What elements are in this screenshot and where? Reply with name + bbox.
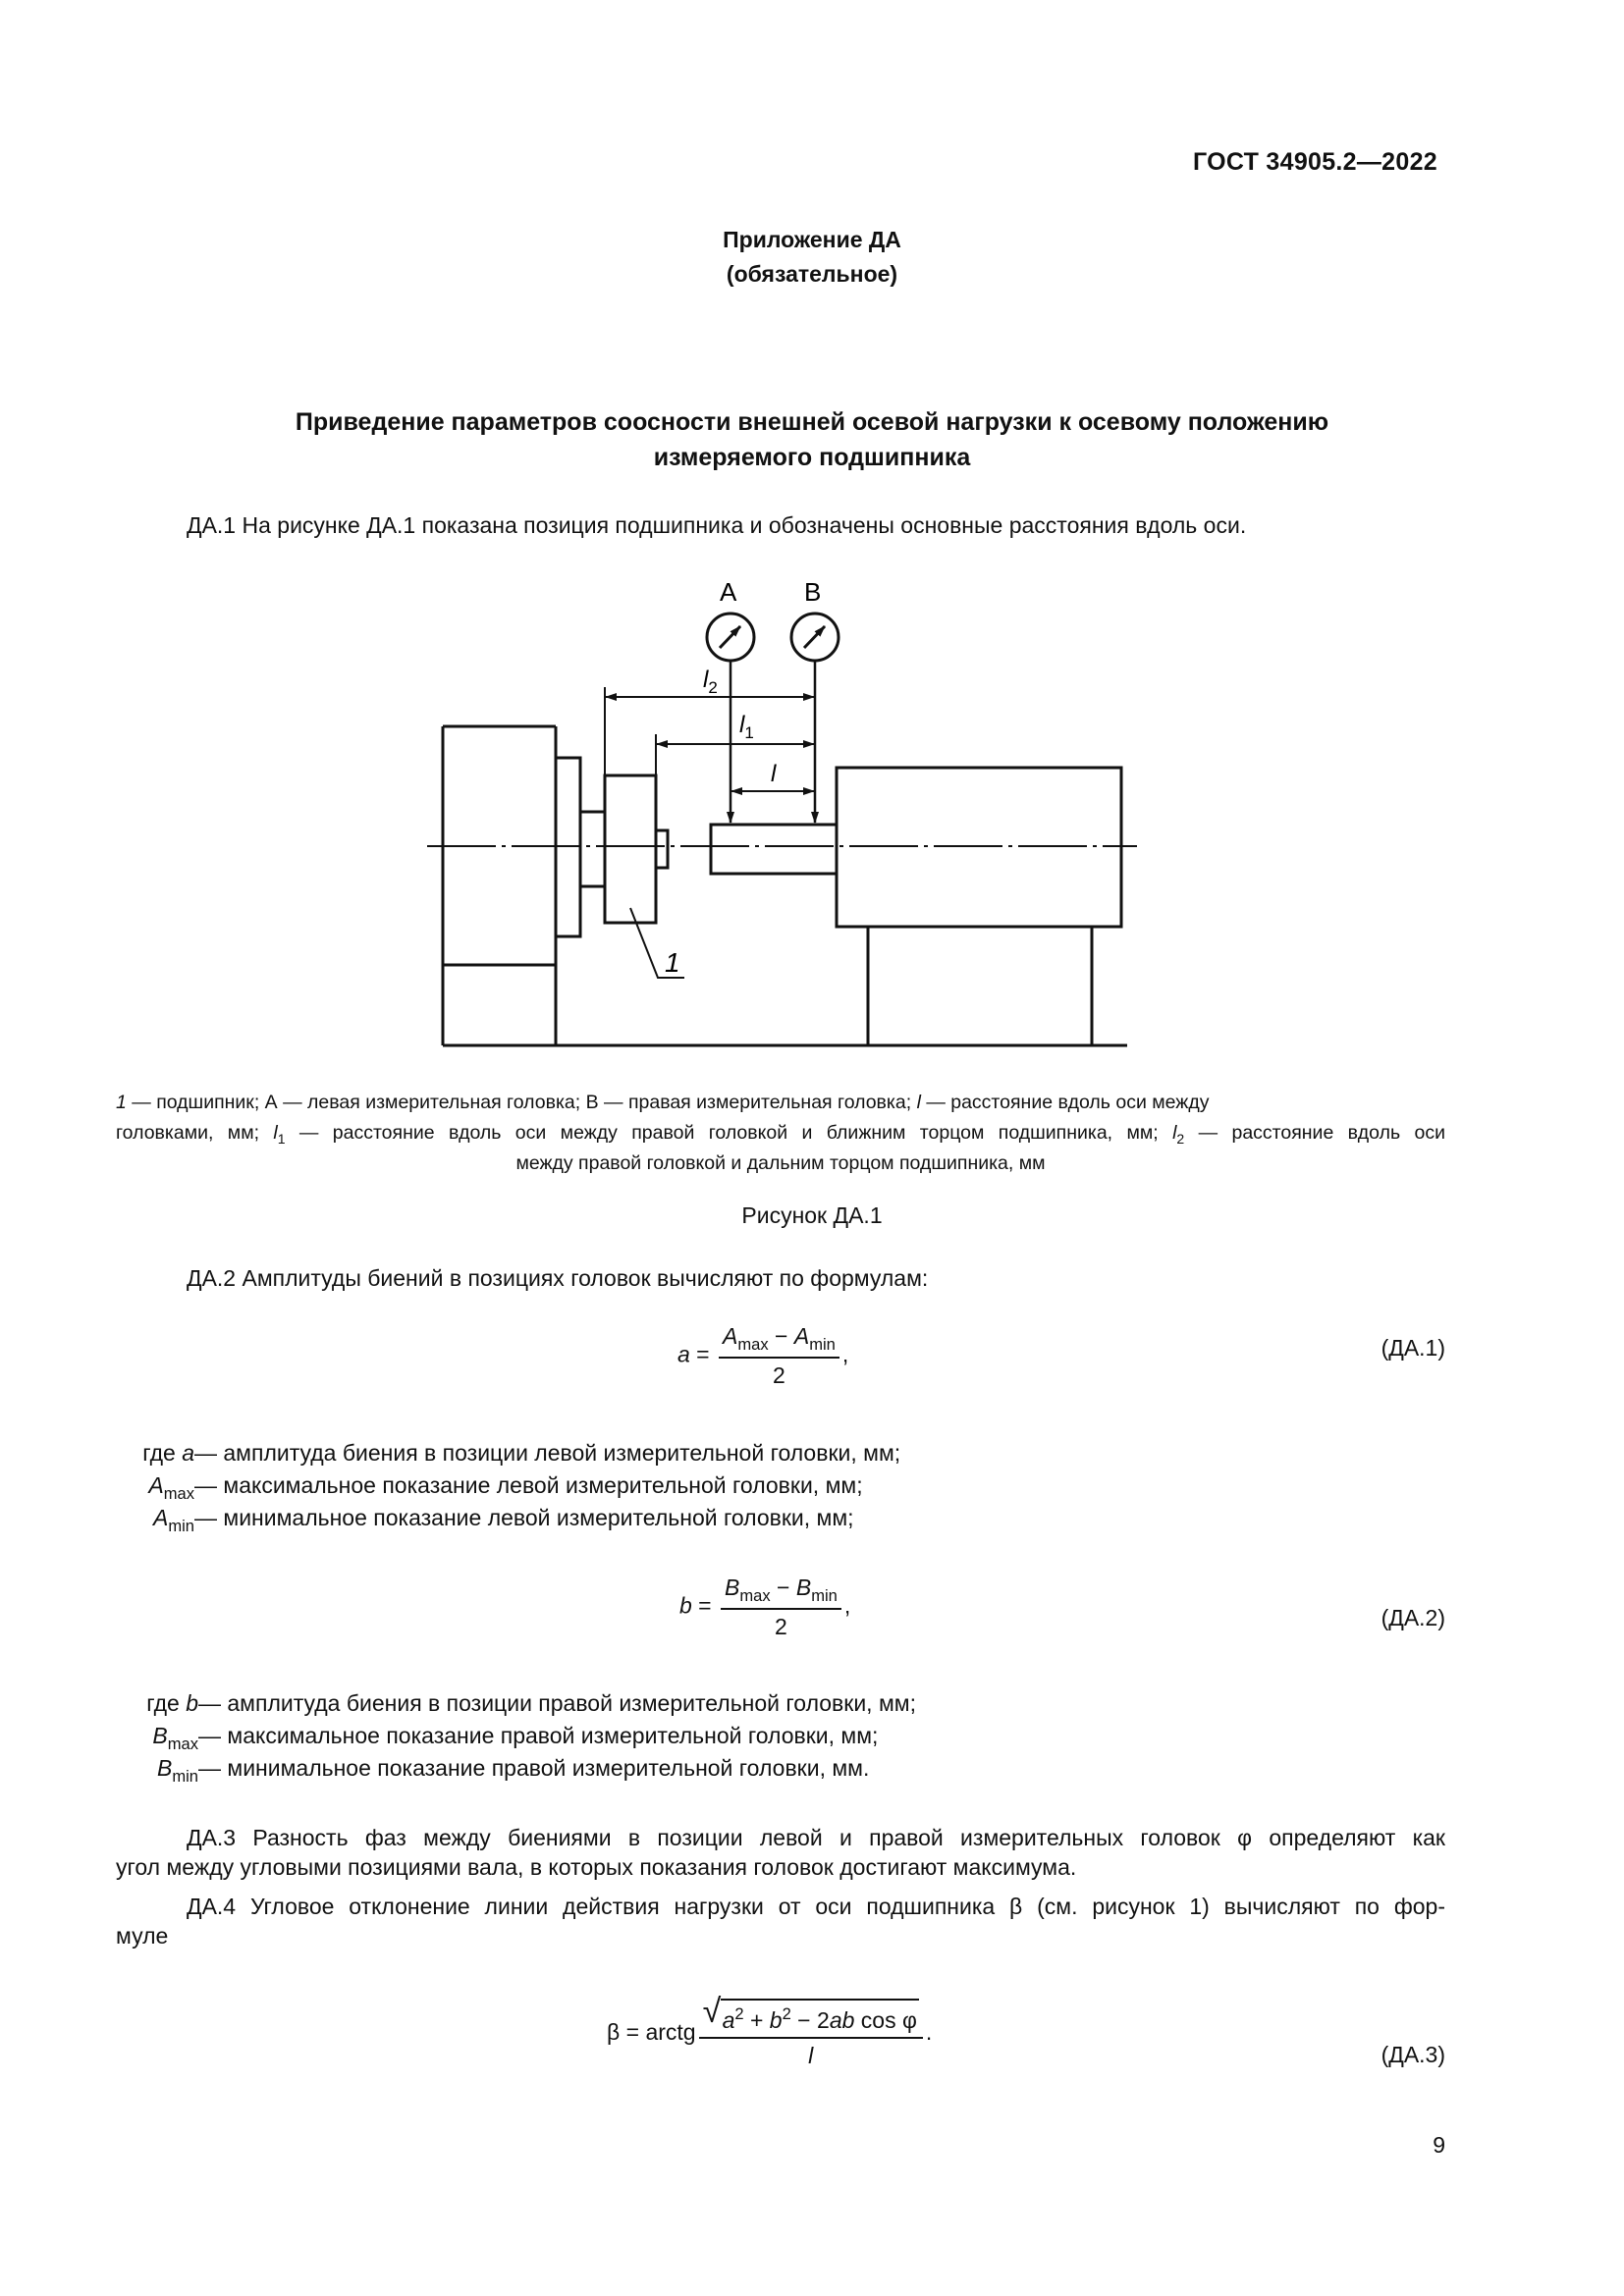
where1-symbol-a: где a — [142, 1440, 194, 1466]
label-gauge-a: А — [720, 577, 737, 607]
equation-da2: b = $\frac{B_{max} - B_{min}}{2}$ , — [679, 1575, 851, 1639]
label-l1: l — [739, 712, 745, 738]
equation-da1: a = $\frac{A_{max} - A_{min}}{2}$ , — [677, 1323, 849, 1388]
label-item-1: 1 — [665, 947, 680, 978]
paragraph-da4-line-2: муле — [116, 1923, 169, 1949]
annex-title: Приложение ДА — [723, 227, 901, 252]
where1-symbol-amax: $A_{max}$ — [148, 1472, 194, 1503]
equation-da3: β = arctg √ $a^2 + b^2 - 2ab$ cos φ l . — [607, 1993, 933, 2069]
section-heading-line-2: измеряемого подшипника — [653, 444, 971, 471]
page-number: 9 — [1433, 2132, 1445, 2158]
svg-text:l2 — [703, 667, 718, 697]
paragraph-da3-line-1: ДА.3 Разность фаз между биениями в позиции левой и правой измерительных головок φ определяют как — [187, 1825, 1445, 1850]
where2-symbol-b: где b — [146, 1690, 198, 1716]
equation-number-da2: (ДА.2) — [1380, 1605, 1445, 1630]
where2-text-bmin: — минимальное показание правой измерительной головки, мм. — [198, 1755, 870, 1781]
label-gauge-b: В — [804, 577, 822, 607]
paragraph-da3-line-2: угол между угловыми позициями вала, в которых показания головок достигают максимума. — [116, 1854, 1077, 1880]
where1-symbol-amin: $A_{min}$ — [152, 1505, 194, 1535]
annex-status: (обязательное) — [726, 261, 898, 287]
figure-caption-line-1: 1 — подшипник; А — левая измерительная головка; В — правая измерительная головка; l — расстояние вдоль оси между — [116, 1092, 1210, 1113]
figure-title: Рисунок ДА.1 — [741, 1202, 883, 1228]
label-l2-sub: 2 — [708, 678, 718, 697]
where2-symbol-bmin: $B_{min}$ — [156, 1755, 198, 1786]
bearing-body — [605, 775, 656, 923]
section-heading-line-1: Приведение параметров соосности внешней осевой нагрузки к осевому положению — [295, 408, 1329, 436]
shaft-hub — [580, 812, 605, 886]
where1-text-amax: — максимальное показание левой измерительной головки, мм; — [194, 1472, 863, 1498]
where1-text-a: — амплитуда биения в позиции левой измерительной головки, мм; — [194, 1440, 901, 1466]
test-shaft — [711, 825, 837, 874]
where2-text-b: — амплитуда биения в позиции правой измерительной головки, мм; — [198, 1690, 916, 1716]
equation-number-da1: (ДА.1) — [1380, 1335, 1445, 1361]
bearing-cap — [656, 830, 668, 868]
paragraph-da1: ДА.1 На рисунке ДА.1 показана позиция подшипника и обозначены основные расстояния вдоль оси. — [187, 512, 1247, 538]
dial-gauge-a — [707, 614, 754, 661]
svg-text:l1 — [739, 712, 754, 742]
paragraph-da2: ДА.2 Амплитуды биений в позициях головок вычисляют по формулам: — [187, 1265, 929, 1291]
dial-gauge-b — [791, 614, 839, 661]
where1-text-amin: — минимальное показание левой измерительной головки, мм; — [194, 1505, 854, 1530]
where2-text-bmax: — максимальное показание правой измерительной головки, мм; — [198, 1723, 879, 1748]
standard-number: ГОСТ 34905.2—2022 — [1192, 148, 1437, 176]
where2-symbol-bmax: $B_{max}$ — [152, 1723, 198, 1753]
figure-caption-line-3: между правой головкой и дальним торцом подшипника, мм — [515, 1152, 1046, 1174]
paragraph-da4-line-1: ДА.4 Угловое отклонение линии действия нагрузки от оси подшипника β (см. рисунок 1) вычисляют по фор- — [187, 1894, 1445, 1919]
figure-bearing-diagram — [422, 560, 1139, 1060]
label-l2: l — [703, 667, 709, 693]
label-l1-sub: 1 — [744, 723, 754, 742]
label-l: l — [771, 761, 777, 787]
equation-number-da3: (ДА.3) — [1380, 2042, 1445, 2067]
figure-caption-line-2: головками, мм; $l_1$ — расстояние вдоль оси между правой головкой и ближним торцом подшипника, мм; $l_2$ — расстояние вдоль оси — [116, 1122, 1445, 1147]
